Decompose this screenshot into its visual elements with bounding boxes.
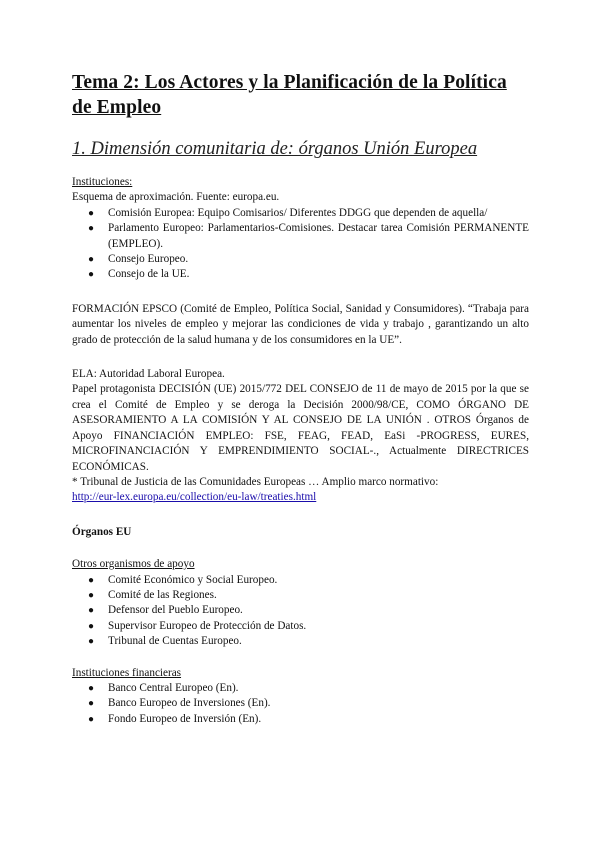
organos-heading: Órganos EU (72, 525, 132, 538)
list-item: ● Consejo de la UE. (72, 267, 529, 282)
bullet-icon: ● (88, 620, 95, 632)
tribunal-line: * Tribunal de Justicia de las Comunidades Europeas … Amplio marco normativo: (72, 475, 439, 488)
list-item: ● Supervisor Europeo de Protección de Datos. (72, 619, 529, 634)
list-item: ● Consejo Europeo. (72, 252, 529, 267)
list-item: ● Tribunal de Cuentas Europeo. (72, 634, 529, 649)
bullet-icon: ● (88, 682, 95, 694)
instituciones-intro: Esquema de aproximación. Fuente: europa.eu. (72, 191, 280, 204)
list-item: ● Comisión Europea: Equipo Comisarios/ Diferentes DDGG que dependen de aquella/ (72, 206, 529, 221)
bullet-icon: ● (88, 698, 95, 710)
list-item: ● Defensor del Pueblo Europeo. (72, 603, 529, 618)
financieras-list (72, 681, 529, 727)
bullet-icon: ● (88, 636, 95, 648)
list-item: ● Banco Central Europeo (En). (72, 681, 529, 696)
list-item: ● Banco Europeo de Inversiones (En). (72, 696, 529, 711)
bullet-icon: ● (88, 589, 95, 601)
list-item: ● Comité de las Regiones. (72, 588, 529, 603)
instituciones-heading: Instituciones: (72, 176, 133, 188)
bullet-icon: ● (88, 223, 95, 235)
page-title: Tema 2: Los Actores y la Planificación de la Política de Empleo (72, 72, 507, 118)
bullet-icon: ● (88, 254, 95, 266)
ela-paragraph: Papel protagonista DECISIÓN (UE) 2015/772 DEL CONSEJO de 11 de mayo de 2015 por la que se crea el Comité de Empleo y se deroga la Decisión 2000/98/CE, COMO ÓRGANO DE ASESORAMIENTO A LA COMISIÓN Y AL CONSEJO DE LA UNIÓN . OTROS Órganos de Apoyo FINANCIACIÓN EMPLEO: FSE, FEAG, FEAD, EaSi -PROGRESS, EURES, MICROFINANCIACIÓN Y EMPRENDIMIENTO SOCIAL-., Actualmente DIRECTRICES ECONÓMICAS. (72, 383, 529, 473)
section-heading: 1. Dimensión comunitaria de: órganos Unión Europea (72, 139, 478, 159)
financieras-heading: Instituciones financieras (72, 666, 182, 679)
instituciones-list (72, 206, 529, 283)
epsco-paragraph: FORMACIÓN EPSCO (Comité de Empleo, Política Social, Sanidad y Consumidores). “Trabaja para aumentar los niveles de empleo y mejorar las condiciones de vida y trabajo , garantizando un alto grado de protección de la salud humana y de los consumidores en la UE”. (72, 302, 529, 346)
bullet-icon: ● (88, 269, 95, 281)
list-item: ● Comité Económico y Social Europeo. (72, 573, 529, 588)
bullet-icon: ● (88, 605, 95, 617)
bullet-icon: ● (88, 713, 95, 725)
list-item: ● Fondo Europeo de Inversión (En). (72, 712, 529, 727)
document-page (72, 70, 529, 727)
eur-lex-link[interactable]: http://eur-lex.europa.eu/collection/eu-law/treaties.html (72, 491, 317, 504)
ela-line: ELA: Autoridad Laboral Europea. (72, 368, 225, 381)
apoyo-list (72, 573, 529, 650)
list-item: ● Parlamento Europeo: Parlamentarios-Comisiones. Destacar tarea Comisión PERMANENTE (EMPLEO). (88, 222, 529, 250)
bullet-icon: ● (88, 207, 95, 219)
apoyo-heading: Otros organismos de apoyo (72, 558, 195, 571)
bullet-icon: ● (88, 574, 95, 586)
